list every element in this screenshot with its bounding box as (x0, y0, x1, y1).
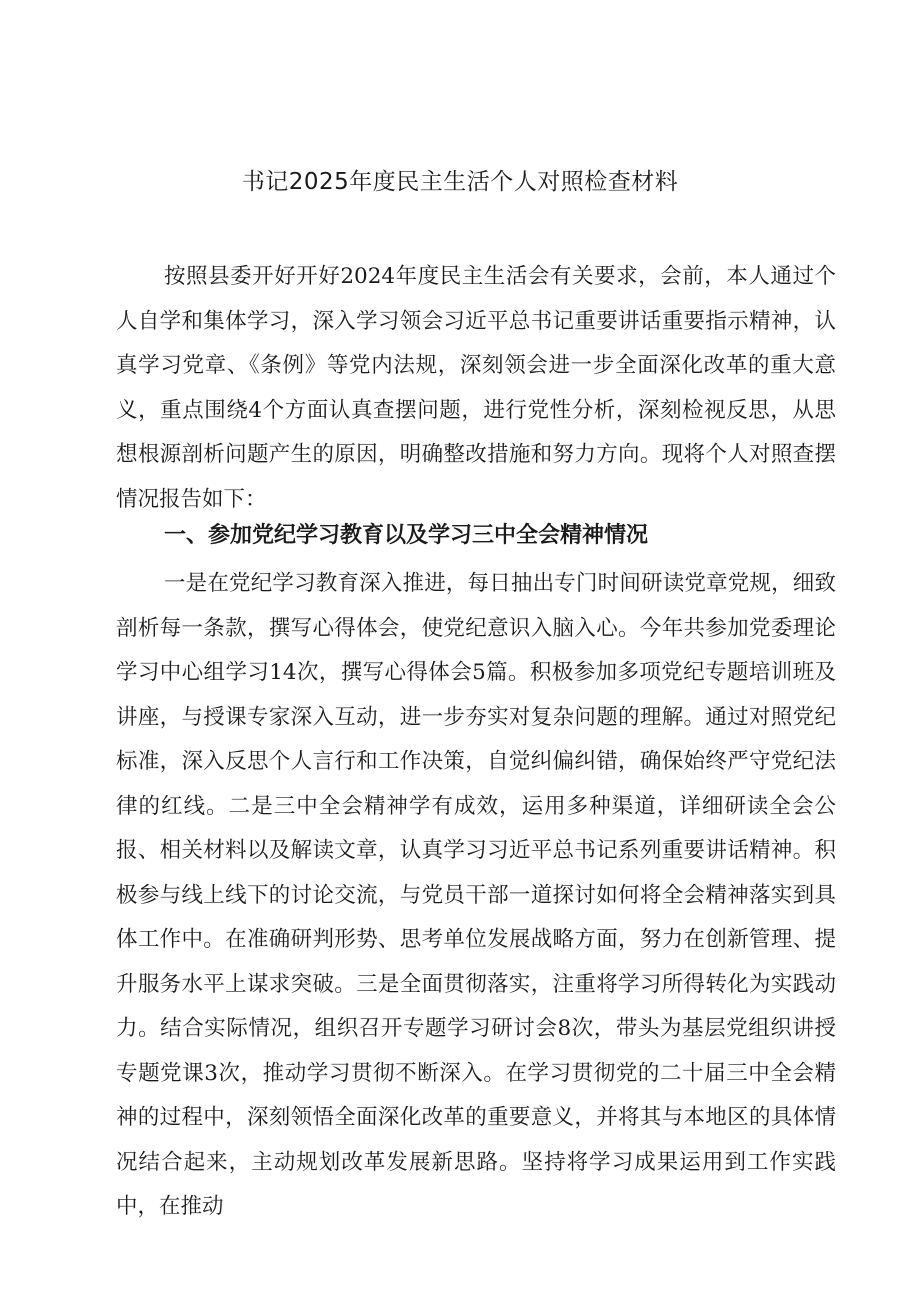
section-heading: 一、参加党纪学习教育以及学习三中全会精神情况 (164, 523, 649, 548)
intro-paragraph: 按照县委开好开好2024年度民主生活会有关要求，会前，本人通过个人自学和集体学习，深入学习领会习近平总书记重要讲话重要指示精神，认真学习党章、《条例》等党内法规，深刻领会进一步全面深化改革的重大意义，重点围绕4个方面认真查摆问题，进行党性分析，深刻检视反思，从思想根源剖析问题产生的原因，明确整改措施和努力方向。现将个人对照查摆情况报告如下： (116, 264, 836, 512)
document-title: 书记2025年度民主生活个人对照检查材料 (241, 169, 679, 195)
section-paragraph: 一是在党纪学习教育深入推进，每日抽出专门时间研读党章党规，细致剖析每一条款，撰写心得体会，使党纪意识入脑入心。今年共参加党委理论学习中心组学习14次，撰写心得体会5篇。积极参加多项党纪专题培训班及讲座，与授课专家深入互动，进一步夯实对复杂问题的理解。通过对照党纪标准，深入反思个人言行和工作决策，自觉纠偏纠错，确保始终严守党纪法律的红线。二是三中全会精神学有成效，运用多种渠道，详细研读全会公报、相关材料以及解读文章，认真学习习近平总书记系列重要讲话精神。积极参与线上线下的讨论交流，与党员干部一道探讨如何将全会精神落实到具体工作中。在准确研判形势、思考单位发展战略方面，努力在创新管理、提升服务水平上谋求突破。三是全面贯彻落实，注重将学习所得转化为实践动力。结合实际情况，组织召开专题学习研讨会8次，带头为基层党组织讲授专题党课3次，推动学习贯彻不断深入。在学习贯彻党的二十届三中全会精神的过程中，深刻领悟全面深化改革的重要意义，并将其与本地区的具体情况结合起来，主动规划改革发展新思路。坚持将学习成果运用到工作实践中，在推动 (116, 571, 836, 1219)
